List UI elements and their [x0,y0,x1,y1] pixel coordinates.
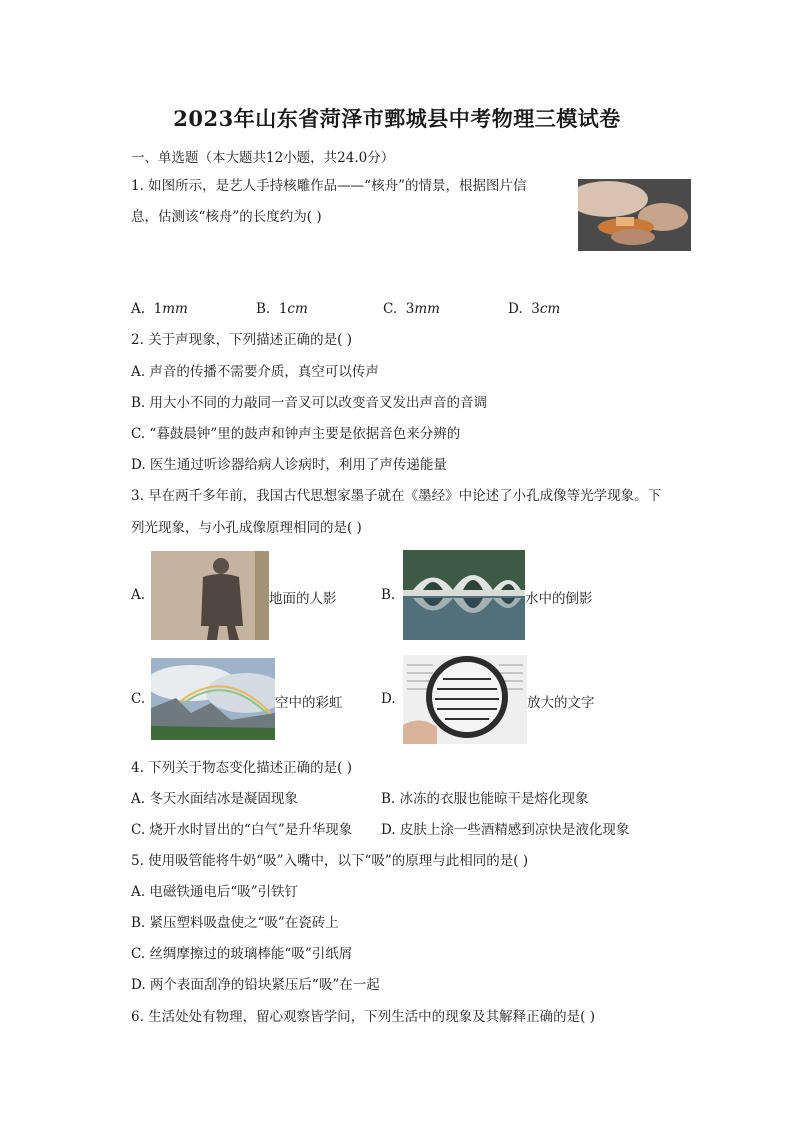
bridge-reflection-image [403,550,525,640]
magnified-text-image [403,655,527,744]
exam-title: 2023年山东省菏泽市鄄城县中考物理三模试卷 [173,106,621,131]
q1-stem-line2: 息，估测该“核舟”的长度约为( ) [131,209,322,225]
q3-option-c-letter[interactable]: C. [131,691,146,707]
q1-option-c[interactable] [383,300,440,318]
q6-stem: 6. 生活处处有物理，留心观察皆学问，下列生活中的现象及其解释正确的是( ) [131,1009,595,1025]
q4-stem: 4. 下列关于物态变化描述正确的是( ) [131,760,352,776]
q3-option-d-letter[interactable]: D. [381,691,396,707]
q5-option-b[interactable]: B. 紧压塑料吸盘使之“吸”在瓷砖上 [131,915,339,931]
option-number: 3 [405,301,415,317]
option-unit: mm [414,301,440,317]
q2-option-a[interactable]: A. 声音的传播不需要介质，真空可以传声 [131,364,379,380]
option-letter: D. [508,301,523,317]
option-letter: B. [256,301,271,317]
ground-shadow-image [151,551,269,640]
q1-option-d[interactable] [508,300,560,318]
q1-stem-line1: 1. 如图所示，是艺人手持核雕作品——“核舟”的情景，根据图片信 [131,178,527,194]
q3-option-a-caption: 地面的人影 [269,591,337,607]
q3-option-a-letter[interactable]: A. [131,587,146,603]
q5-option-d[interactable]: D. 两个表面刮净的铅块紧压后“吸”在一起 [131,977,380,993]
q5-option-c[interactable]: C. 丝绸摩擦过的玻璃棒能“吸”引纸屑 [131,946,353,962]
q3-option-d-caption: 放大的文字 [527,695,595,711]
rainbow-image [151,658,275,740]
q3-option-b-letter[interactable]: B. [381,587,396,603]
option-number: 1 [153,301,163,317]
q4-option-a[interactable]: A. 冬天水面结冰是凝固现象 [131,791,298,807]
q3-stem-line2: 列光现象，与小孔成像原理相同的是( ) [131,520,362,536]
option-letter: A. [131,301,146,317]
q1-option-b[interactable] [256,300,308,318]
q2-stem: 2. 关于声现象，下列描述正确的是( ) [131,332,352,348]
q4-option-b[interactable]: B. 冰冻的衣服也能晾干是熔化现象 [381,791,589,807]
q5-option-a[interactable]: A. 电磁铁通电后“吸”引铁钉 [131,884,299,900]
q1-option-a[interactable] [131,300,188,318]
option-unit: mm [162,301,188,317]
section-heading: 一、单选题（本大题共12小题，共24.0分） [131,150,395,166]
q3-option-b-caption: 水中的倒影 [525,591,593,607]
q2-option-c[interactable]: C. “暮鼓晨钟”里的鼓声和钟声主要是依据音色来分辨的 [131,426,461,442]
q3-option-c-caption: 空中的彩虹 [275,695,343,711]
option-number: 1 [278,301,288,317]
q4-option-d[interactable]: D. 皮肤上涂一些酒精感到凉快是液化现象 [381,822,630,838]
option-number: 3 [531,301,540,317]
q3-stem-line1: 3. 早在两千多年前，我国古代思想家墨子就在《墨经》中论述了小孔成像等光学现象。下 [131,488,662,504]
q4-option-c[interactable]: C. 烧开水时冒出的“白气”是升华现象 [131,822,353,838]
option-letter: C. [383,301,398,317]
nut-boat-image [578,179,691,251]
q2-option-d[interactable]: D. 医生通过听诊器给病人诊病时，利用了声传递能量 [131,457,447,473]
option-unit: cm [539,301,561,317]
option-unit: cm [287,301,308,317]
q5-stem: 5. 使用吸管能将牛奶“吸”入嘴中，以下“吸”的原理与此相同的是( ) [131,853,529,869]
q2-option-b[interactable]: B. 用大小不同的力敲同一音叉可以改变音叉发出声音的音调 [131,395,488,411]
